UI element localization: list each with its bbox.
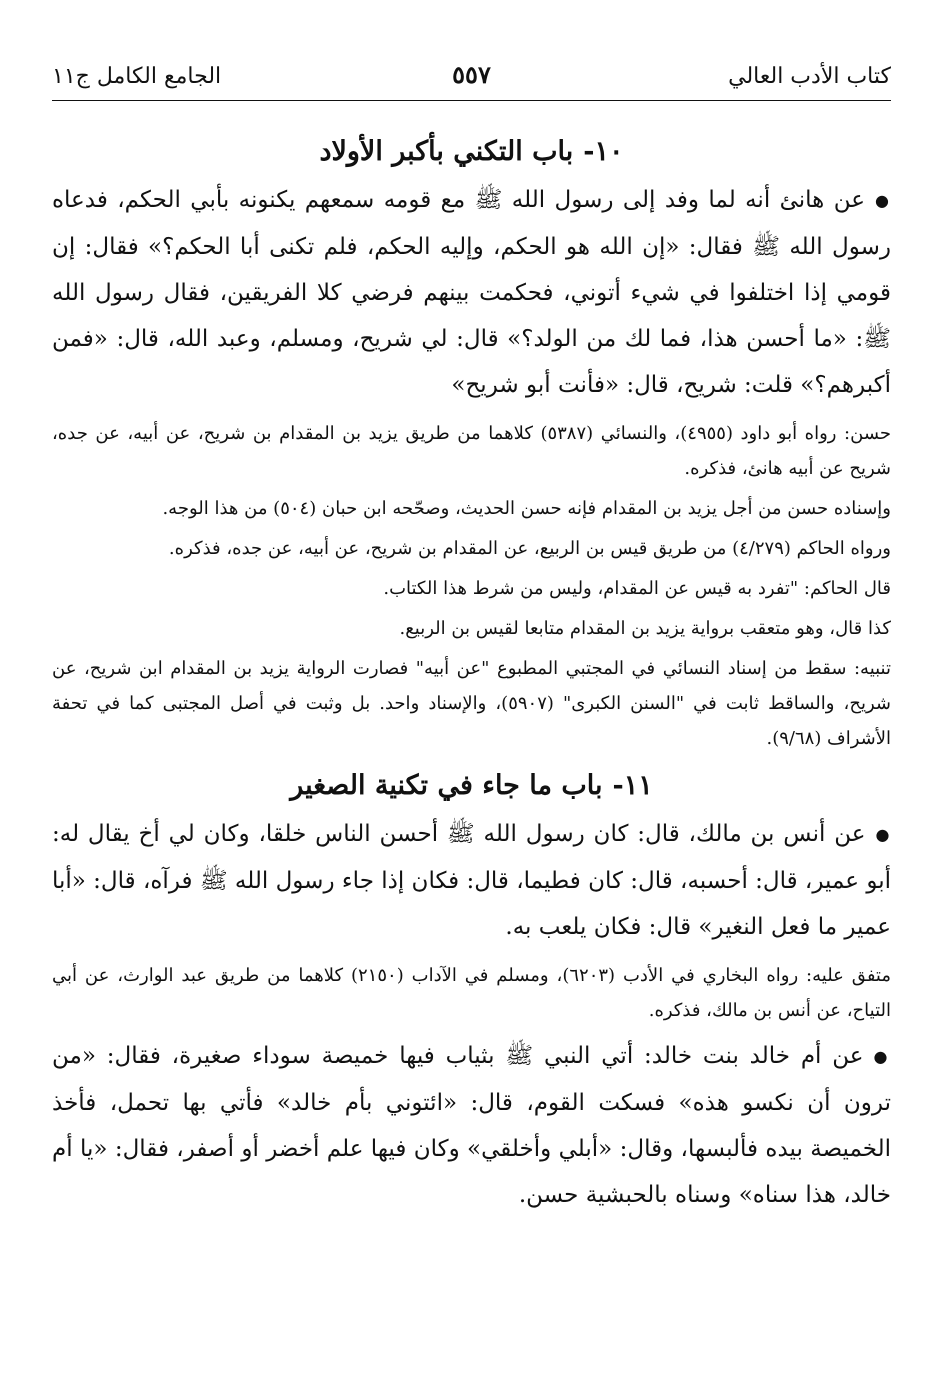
takhrij-note: كذا قال، وهو متعقب برواية يزيد بن المقدام متابعا لقيس بن الربيع. — [399, 618, 891, 639]
section-10-number: ١٠- — [583, 136, 624, 167]
takhrij-note: متفق عليه: رواه البخاري في الأدب (٦٢٠٣)، ومسلم في الآداب (٢١٥٠) كلاهما من طريق عبد الوارث، عن أبي التياح، عن أنس بن مالك، فذكره. — [52, 965, 891, 1021]
takhrij-note: ورواه الحاكم (٤/٢٧٩) من طريق قيس بن الربيع، عن المقدام بن شريح، عن أبيه، عن جده، فذكره. — [168, 538, 891, 559]
hadith-text: عن أم خالد بنت خالد: أتي النبي ﷺ بثياب فيها خميصة سوداء صغيرة، فقال: «من ترون أن نكسو هذه» فسكت القوم، قال: «ائتوني بأم خالد» فأتي بها تحمل، فأخذ الخميصة بيده فألبسها، وقال: «أبلي وأخلقي» وكان فيها علم أخضر أو أصفر، فقال: «يا أم خالد، هذا سناه» وسناه بالحبشية حسن. — [52, 1043, 891, 1208]
section-11-title: باب ما جاء في تكنية الصغير — [290, 770, 603, 801]
takhrij-note: قال الحاكم: "تفرد به قيس عن المقدام، وليس من شرط هذا الكتاب. — [383, 578, 891, 599]
takhrij-note: حسن: رواه أبو داود (٤٩٥٥)، والنسائي (٥٣٨٧) كلاهما من طريق يزيد بن المقدام بن شريح، عن أبيه، عن جده، شريح عن أبيه هانئ، فذكره. — [52, 423, 891, 479]
header-volume: الجامع الكامل ج١١ — [52, 64, 222, 89]
section-10-hadith — [52, 177, 891, 408]
section-11-heading — [52, 770, 891, 801]
takhrij-note: وإسناده حسن من أجل يزيد بن المقدام فإنه حسن الحديث، وصحّحه ابن حبان (٥٠٤) من هذا الوجه. — [162, 498, 891, 519]
takhrij-note: تنبيه: سقط من إسناد النسائي في المجتبي المطبوع "عن أبيه" فصارت الرواية يزيد بن المقدام ابن شريح، عن شريح، والساقط ثابت في "السنن الكبرى" (٥٩٠٧)، والإسناد واحد. بل وثبت في أصل المجتبى كما في تحفة الأشراف (٩/٦٨). — [52, 658, 891, 749]
section-10-heading — [52, 136, 891, 167]
bullet-icon: ● — [874, 191, 891, 210]
section-11-hadith-1 — [52, 811, 891, 950]
section-11-hadith-2 — [52, 1033, 891, 1218]
header-page-number: ٥٥٧ — [452, 60, 491, 89]
bullet-icon: ● — [875, 825, 891, 844]
page-header — [52, 58, 891, 98]
header-divider — [52, 100, 891, 101]
hadith-text: عن أنس بن مالك، قال: كان رسول الله ﷺ أحسن الناس خلقا، وكان لي أخ يقال له: أبو عمير، قال: أحسبه، قال: كان فطيما، قال: فكان إذا جاء رسول الله ﷺ فرآه، قال: «أبا عمير ما فعل النغير» قال: فكان يلعب به. — [52, 821, 891, 940]
page-content — [52, 122, 891, 1222]
hadith-text: عن هانئ أنه لما وفد إلى رسول الله ﷺ مع قومه سمعهم يكنونه بأبي الحكم، فدعاه رسول الله ﷺ فقال: «إن الله هو الحكم، وإليه الحكم، فلم تكنى أبا الحكم؟» فقال: إن قومي إذا اختلفوا في شيء أتوني، فحكمت بينهم فرضي كلا الفريقين، فقال رسول الله ﷺ: «ما أحسن هذا، فما لك من الولد؟» قال: لي شريح، ومسلم، وعبد الله، قال: «فمن أكبرهم؟» قلت: شريح، قال: «فأنت أبو شريح» — [52, 187, 891, 398]
section-10-title: باب التكني بأكبر الأولاد — [319, 136, 574, 167]
section-11-number: ١١- — [612, 770, 653, 801]
header-book-title: كتاب الأدب العالي — [728, 64, 891, 89]
bullet-icon: ● — [873, 1047, 891, 1066]
